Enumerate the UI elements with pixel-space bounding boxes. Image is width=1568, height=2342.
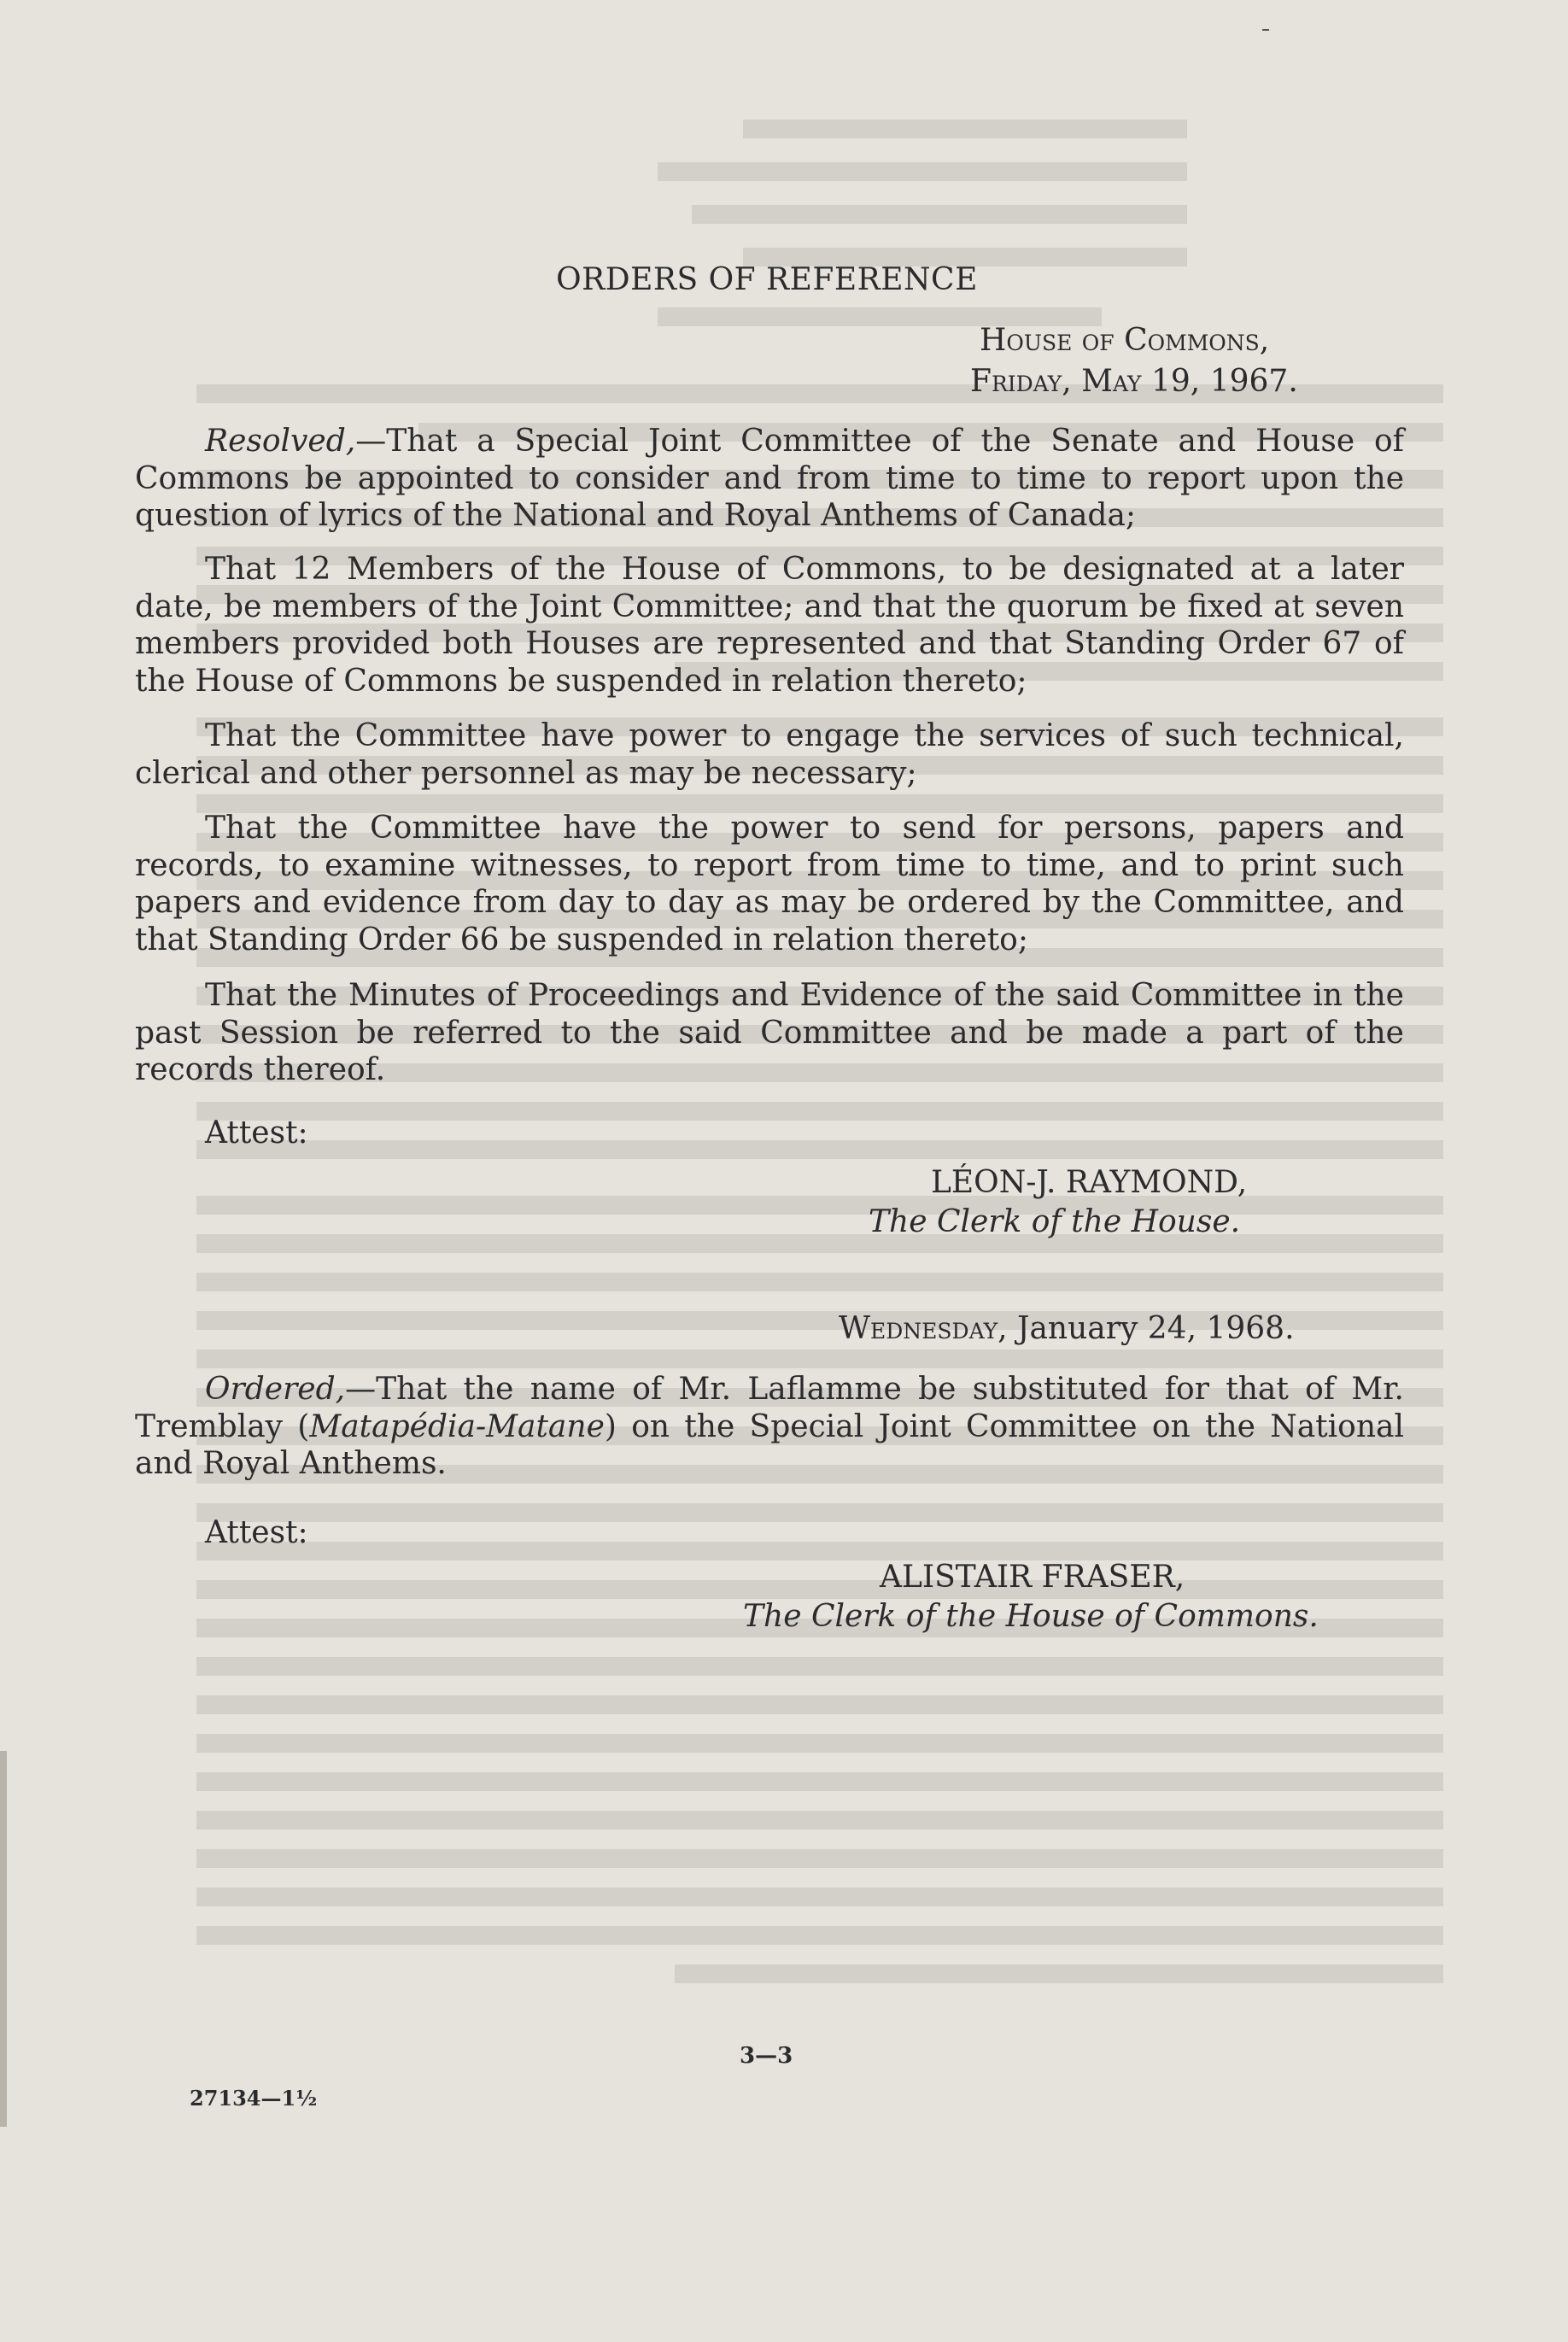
attest-label-2: Attest: [205, 1515, 308, 1550]
page-edge-shadow [0, 1751, 7, 2127]
clerk-role-2: The Clerk of the House of Commons. [743, 1599, 1319, 1634]
page-title: ORDERS OF REFERENCE [556, 262, 978, 297]
clerk-name-1: LÉON-J. RAYMOND, [931, 1165, 1248, 1200]
paragraph-members: That 12 Members of the House of Commons, to be designated at a later date, be members of the Joint Committee; and that the quorum be fixed at seven members provided both Houses are represented and that Standing Order 67 of the House of Commons be suspended in relation thereto; [135, 552, 1404, 699]
resolved-text: —That a Special Joint Committee of the Senate and House of Commons be appointed to consider and from time to time to report upon the question of lyrics of the National and Royal Anthems of Canada; [135, 424, 1404, 533]
resolved-paragraph [135, 423, 1404, 535]
ordered-text-b: ) on the Special Joint Committee on the National and Royal Anthems. [135, 1408, 1404, 1481]
margin-mark [1262, 29, 1269, 31]
clerk-role-1: The Clerk of the House. [869, 1204, 1241, 1239]
paragraph-minutes: That the Minutes of Proceedings and Evidence of the said Committee in the past Session be referred to the said Committee and be made a part of the records thereof. [135, 978, 1404, 1087]
ordered-riding: Matapédia-Matane [309, 1408, 605, 1444]
resolved-lead: Resolved, [205, 424, 356, 459]
attest-label-1: Attest: [205, 1115, 308, 1151]
ordered-text-a: —That the name of Mr. Laflamme be substituted for that of Mr. Tremblay ( [135, 1372, 1404, 1444]
ordered-paragraph [135, 1371, 1404, 1483]
header-house: House of Commons, [980, 323, 1270, 358]
header-date: Friday, May 19, 1967. [970, 364, 1298, 399]
print-code: 27134—1½ [190, 2086, 318, 2111]
clerk-name-2: ALISTAIR FRASER, [880, 1560, 1185, 1595]
paragraph-personnel: That the Committee have power to engage the services of such technical, clerical and other personnel as may be necessary; [135, 718, 1404, 791]
paragraph-powers: That the Committee have the power to send for persons, papers and records, to examine witnesses, to report from time to time, and to print such papers and evidence from day to day as may be ordered by the Committee, and that Standing Order 66 be suspended in relation thereto; [135, 811, 1404, 957]
second-date-day: Wednesday, [839, 1311, 1008, 1346]
second-date-rest: January 24, 1968. [1007, 1311, 1295, 1346]
second-date [839, 1311, 1295, 1346]
page-number: 3—3 [740, 2043, 793, 2069]
ordered-lead: Ordered, [205, 1372, 346, 1407]
